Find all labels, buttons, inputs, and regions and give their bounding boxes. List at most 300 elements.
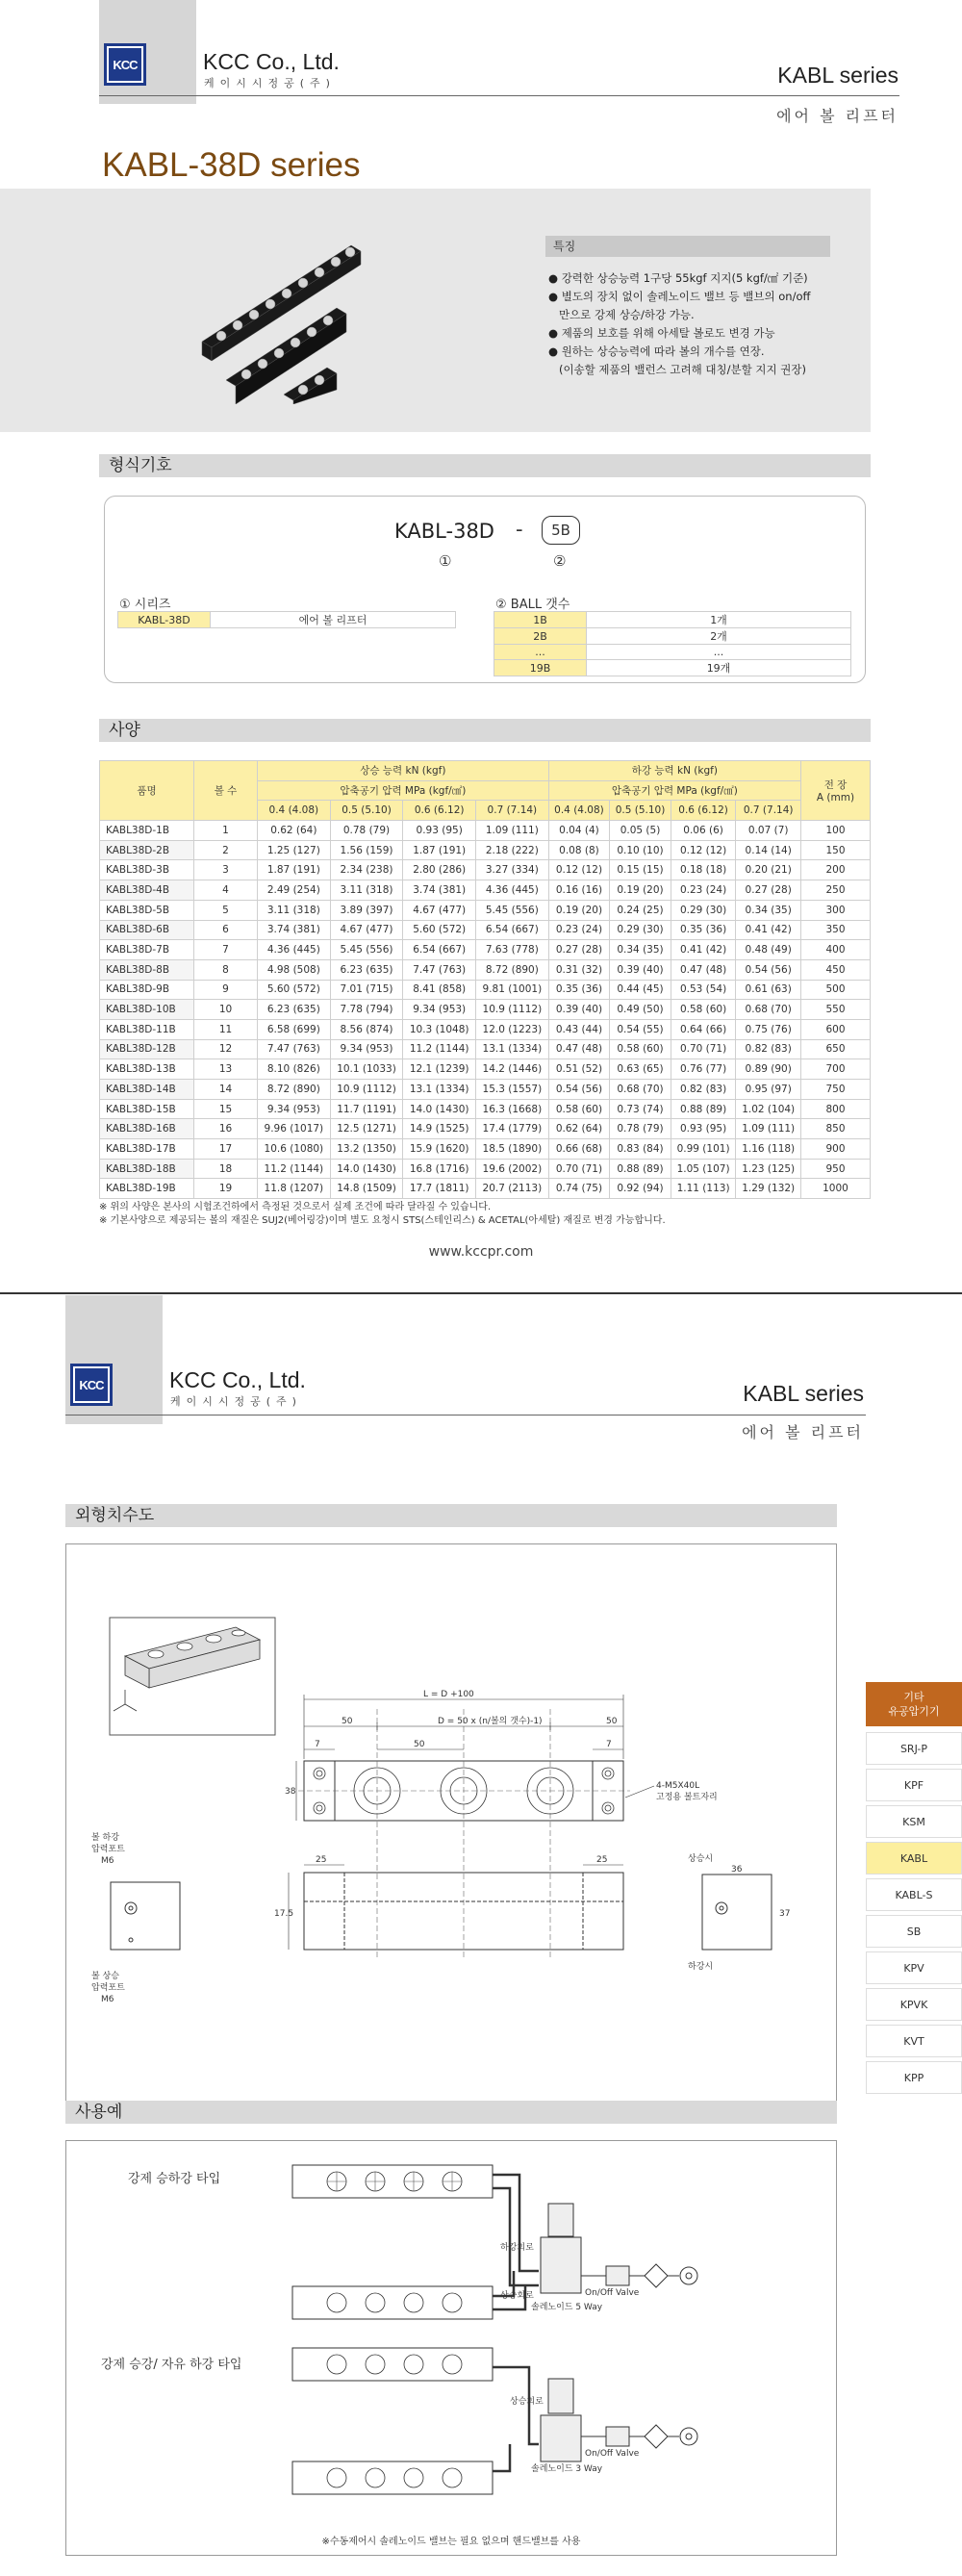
nav-item-kvt[interactable]: KVT <box>866 2025 962 2057</box>
spec-heading: 사양 <box>99 719 871 742</box>
dim-50b: 50 <box>606 1717 618 1726</box>
company-logo: KCC <box>70 1364 113 1406</box>
spec-cell: 12 <box>194 1039 258 1059</box>
spec-cell: 0.61 (63) <box>736 980 801 1000</box>
dim-25a: 25 <box>316 1855 327 1865</box>
spec-cell: 350 <box>801 920 871 940</box>
spec-row <box>100 980 871 1000</box>
spec-cell: 0.93 (95) <box>671 1119 736 1139</box>
spec-row <box>100 1139 871 1160</box>
spec-cell: 850 <box>801 1119 871 1139</box>
spec-model-cell: KABL38D-19B <box>100 1179 194 1199</box>
spec-cell: 14 <box>194 1080 258 1100</box>
label-sol-3way: 솔레노이드 3 Way <box>531 2464 603 2474</box>
side-nav-header: 기타 유공압기기 <box>866 1682 962 1726</box>
spec-cell: 3.74 (381) <box>403 880 476 901</box>
col-p3: 0.6 (6.12) <box>403 801 476 821</box>
spec-cell: 3 <box>194 860 258 880</box>
spec-cell: 0.12 (12) <box>548 860 610 880</box>
spec-cell: 10.9 (1112) <box>330 1080 403 1100</box>
spec-cell: 6.54 (667) <box>403 940 476 960</box>
spec-cell: 6 <box>194 920 258 940</box>
port-down-label: 볼 하강 <box>91 1833 119 1843</box>
page-title: KABL-38D series <box>102 146 361 184</box>
spec-model-cell: KABL38D-15B <box>100 1099 194 1119</box>
dim-total: L = D +100 <box>423 1690 474 1699</box>
spec-cell: 0.48 (49) <box>736 940 801 960</box>
mark-2: ② <box>553 552 567 570</box>
col-up: 상승 능력 kN (kgf) <box>258 761 549 781</box>
spec-cell: 12.5 (1271) <box>330 1119 403 1139</box>
spec-cell: 0.93 (95) <box>403 821 476 841</box>
col-model: 품명 <box>100 761 194 821</box>
spec-row <box>100 959 871 980</box>
side-down-label: 하강시 <box>688 1962 714 1972</box>
col-p2: 0.5 (5.10) <box>330 801 403 821</box>
spec-cell: 0.92 (94) <box>610 1179 671 1199</box>
spec-cell: 0.06 (6) <box>671 821 736 841</box>
dim-17-5: 17.5 <box>274 1909 294 1919</box>
spec-cell: 300 <box>801 900 871 920</box>
spec-cell: 5.45 (556) <box>476 900 549 920</box>
spec-cell: 3.27 (334) <box>476 860 549 880</box>
usage-heading: 사용예 <box>65 2101 837 2124</box>
spec-row <box>100 840 871 860</box>
spec-model-cell: KABL38D-1B <box>100 821 194 841</box>
spec-cell: 0.39 (40) <box>548 1000 610 1020</box>
spec-cell: 13.2 (1350) <box>330 1139 403 1160</box>
spec-model-cell: KABL38D-5B <box>100 900 194 920</box>
website-url[interactable]: www.kccpr.com <box>428 1244 534 1260</box>
usage-diagram <box>279 2155 779 2540</box>
spec-cell: 0.35 (36) <box>548 980 610 1000</box>
spec-cell: 0.78 (79) <box>330 821 403 841</box>
spec-cell: 650 <box>801 1039 871 1059</box>
model-code-text: KABL-38D <box>394 520 494 543</box>
spec-cell: 0.08 (8) <box>548 840 610 860</box>
spec-cell: 0.88 (89) <box>610 1159 671 1179</box>
mark-1: ① <box>439 552 452 570</box>
spec-cell: 900 <box>801 1139 871 1160</box>
nav-item-kpp[interactable]: KPP <box>866 2061 962 2094</box>
model-code-heading: 형식기호 <box>99 454 871 477</box>
series-table <box>117 611 456 628</box>
spec-cell: 1.09 (111) <box>476 821 549 841</box>
spec-cell: 4.36 (445) <box>258 940 331 960</box>
spec-cell: 15.9 (1620) <box>403 1139 476 1160</box>
spec-cell: 12.0 (1223) <box>476 1019 549 1039</box>
spec-cell: 4 <box>194 880 258 901</box>
spec-cell: 1.87 (191) <box>403 840 476 860</box>
spec-cell: 0.19 (20) <box>610 880 671 901</box>
spec-cell: 5 <box>194 900 258 920</box>
spec-cell: 15.3 (1557) <box>476 1080 549 1100</box>
spec-cell: 0.54 (56) <box>548 1080 610 1100</box>
col-pressure-down: 압축공기 압력 MPa (kgf/㎠) <box>548 780 800 801</box>
spec-model-cell: KABL38D-17B <box>100 1139 194 1160</box>
spec-cell: 0.15 (15) <box>610 860 671 880</box>
side-up-label: 상승시 <box>688 1854 714 1864</box>
port-down-label3: M6 <box>101 1856 114 1866</box>
spec-cell: 0.07 (7) <box>736 821 801 841</box>
spec-cell: 0.34 (35) <box>736 900 801 920</box>
dim-pitch: D = 50 x (n/볼의 갯수)-1) <box>438 1717 543 1726</box>
spec-cell: 0.49 (50) <box>610 1000 671 1020</box>
spec-cell: 11.8 (1207) <box>258 1179 331 1199</box>
spec-cell: 2.34 (238) <box>330 860 403 880</box>
spec-cell: 1000 <box>801 1179 871 1199</box>
spec-cell: 11.2 (1144) <box>403 1039 476 1059</box>
feature-item: ● 원하는 상승능력에 따라 볼의 개수를 연장. <box>548 344 765 358</box>
spec-cell: 8.56 (874) <box>330 1019 403 1039</box>
spec-cell: 1.29 (132) <box>736 1179 801 1199</box>
col-length: 전 장 A (mm) <box>801 761 871 821</box>
spec-cell: 0.82 (83) <box>671 1080 736 1100</box>
spec-cell: 17 <box>194 1139 258 1160</box>
label-down-circuit: 하강회로 <box>500 2243 534 2253</box>
spec-cell: 0.68 (70) <box>736 1000 801 1020</box>
spec-cell: 0.58 (60) <box>548 1099 610 1119</box>
spec-cell: 15 <box>194 1099 258 1119</box>
spec-cell: 1.56 (159) <box>330 840 403 860</box>
spec-cell: 0.62 (64) <box>258 821 331 841</box>
company-sub: 케이시시정공(주) <box>204 77 336 89</box>
label-up-circuit: 상승회로 <box>500 2291 534 2301</box>
nav-item-kpv[interactable]: KPV <box>866 1951 962 1984</box>
spec-notes <box>99 1201 666 1228</box>
spec-cell: 0.64 (66) <box>671 1019 736 1039</box>
spec-cell: 11 <box>194 1019 258 1039</box>
spec-cell: 5.60 (572) <box>258 980 331 1000</box>
col-p4: 0.7 (7.14) <box>736 801 801 821</box>
spec-cell: 0.54 (55) <box>610 1019 671 1039</box>
spec-cell: 1.23 (125) <box>736 1159 801 1179</box>
spec-cell: 0.70 (71) <box>671 1039 736 1059</box>
dim-7b: 7 <box>606 1740 612 1749</box>
nav-item-ksm[interactable]: KSM <box>866 1805 962 1838</box>
spec-cell: 0.10 (10) <box>610 840 671 860</box>
spec-cell: 250 <box>801 880 871 901</box>
spec-cell: 8.72 (890) <box>476 959 549 980</box>
spec-cell: 0.63 (65) <box>610 1059 671 1080</box>
spec-cell: 14.0 (1430) <box>330 1159 403 1179</box>
spec-cell: 0.70 (71) <box>548 1159 610 1179</box>
spec-cell: 9.96 (1017) <box>258 1119 331 1139</box>
spec-cell: 0.16 (16) <box>548 880 610 901</box>
dim-37: 37 <box>779 1909 791 1919</box>
spec-cell: 0.24 (25) <box>610 900 671 920</box>
spec-cell: 19.6 (2002) <box>476 1159 549 1179</box>
spec-model-cell: KABL38D-7B <box>100 940 194 960</box>
spec-cell: 0.51 (52) <box>548 1059 610 1080</box>
spec-cell: 150 <box>801 840 871 860</box>
company-name: KCC Co., Ltd. <box>169 1367 306 1392</box>
spec-cell: 0.29 (30) <box>610 920 671 940</box>
spec-cell: 18.5 (1890) <box>476 1139 549 1160</box>
spec-row <box>100 1000 871 1020</box>
spec-cell: 7 <box>194 940 258 960</box>
spec-model-cell: KABL38D-10B <box>100 1000 194 1020</box>
spec-cell: 0.76 (77) <box>671 1059 736 1080</box>
spec-model-cell: KABL38D-11B <box>100 1019 194 1039</box>
feature-item: (이송할 제품의 밸런스 고려해 대칭/분할 지지 권장) <box>548 363 806 376</box>
spec-cell: 3.74 (381) <box>258 920 331 940</box>
spec-cell: 500 <box>801 980 871 1000</box>
spec-cell: 0.73 (74) <box>610 1099 671 1119</box>
spec-cell: 14.8 (1509) <box>330 1179 403 1199</box>
spec-cell: 16.8 (1716) <box>403 1159 476 1179</box>
features-heading: 특징 <box>545 236 830 257</box>
port-up-label2: 압력포트 <box>91 1983 125 1993</box>
spec-row <box>100 900 871 920</box>
spec-cell: 700 <box>801 1059 871 1080</box>
spec-cell: 0.27 (28) <box>736 880 801 901</box>
spec-cell: 7.01 (715) <box>330 980 403 1000</box>
ball-count-cell: ... <box>587 645 851 660</box>
dim-50a: 50 <box>342 1717 353 1726</box>
spec-cell: 0.43 (44) <box>548 1019 610 1039</box>
spec-cell: 0.05 (5) <box>610 821 671 841</box>
spec-cell: 1.05 (107) <box>671 1159 736 1179</box>
spec-cell: 550 <box>801 1000 871 1020</box>
spec-cell: 0.89 (90) <box>736 1059 801 1080</box>
spec-cell: 3.11 (318) <box>258 900 331 920</box>
spec-cell: 7.47 (763) <box>403 959 476 980</box>
spec-cell: 0.99 (101) <box>671 1139 736 1160</box>
company-logo: KCC <box>104 43 146 86</box>
spec-cell: 200 <box>801 860 871 880</box>
spec-note: ※ 기본사양으로 제공되는 볼의 재질은 SUJ2(베어링강)이며 별도 요청시 STS(스테인리스) & ACETAL(아세탈) 재질로 변경 가능합니다. <box>99 1215 666 1226</box>
spec-cell: 0.18 (18) <box>671 860 736 880</box>
col-balls: 볼 수 <box>194 761 258 821</box>
col-p3: 0.6 (6.12) <box>671 801 736 821</box>
feature-item: ● 강력한 상승능력 1구당 55kgf 지지(5 kgf/㎠ 기준) <box>548 271 808 285</box>
ball-table <box>494 611 851 676</box>
ball-code-cell: ... <box>494 645 587 660</box>
nav-item-sb[interactable]: SB <box>866 1915 962 1948</box>
spec-row <box>100 1159 871 1179</box>
spec-cell: 0.47 (48) <box>548 1039 610 1059</box>
label-onoff-valve-2: On/Off Valve <box>585 2449 640 2459</box>
spec-cell: 0.47 (48) <box>671 959 736 980</box>
spec-cell: 1.02 (104) <box>736 1099 801 1119</box>
nav-item-kpf[interactable]: KPF <box>866 1769 962 1801</box>
ball-code-cell: 1B <box>494 612 587 628</box>
spec-cell: 17.4 (1779) <box>476 1119 549 1139</box>
spec-cell: 0.41 (42) <box>736 920 801 940</box>
spec-cell: 9.34 (953) <box>330 1039 403 1059</box>
spec-cell: 7.63 (778) <box>476 940 549 960</box>
spec-cell: 0.34 (35) <box>610 940 671 960</box>
spec-row <box>100 1059 871 1080</box>
company-name: KCC Co., Ltd. <box>203 49 340 74</box>
spec-cell: 0.58 (60) <box>610 1039 671 1059</box>
ball-code-cell: 2B <box>494 628 587 645</box>
spec-cell: 0.62 (64) <box>548 1119 610 1139</box>
bolt-spec: 4-M5X40L <box>656 1781 700 1791</box>
spec-model-cell: KABL38D-9B <box>100 980 194 1000</box>
col-p1: 0.4 (4.08) <box>548 801 610 821</box>
spec-cell: 0.66 (68) <box>548 1139 610 1160</box>
nav-item-kpvk[interactable]: KPVK <box>866 1988 962 2021</box>
series-desc-cell: 에어 볼 리프터 <box>211 612 456 628</box>
spec-cell: 0.19 (20) <box>548 900 610 920</box>
usage-note: ※수동제어시 솔레노이드 밸브는 필요 없으며 핸드밸브를 사용 <box>321 2537 581 2547</box>
port-down-label2: 압력포트 <box>91 1845 125 1854</box>
dim-38: 38 <box>285 1787 296 1797</box>
col-p1: 0.4 (4.08) <box>258 801 331 821</box>
spec-cell: 1.87 (191) <box>258 860 331 880</box>
ball-count-cell: 1개 <box>587 612 851 628</box>
spec-cell: 2.49 (254) <box>258 880 331 901</box>
spec-cell: 0.35 (36) <box>671 920 736 940</box>
ball-count-cell: 2개 <box>587 628 851 645</box>
spec-cell: 9 <box>194 980 258 1000</box>
spec-row <box>100 920 871 940</box>
spec-cell: 4.98 (508) <box>258 959 331 980</box>
spec-row <box>100 1019 871 1039</box>
port-up-label: 볼 상승 <box>91 1972 119 1981</box>
spec-row <box>100 860 871 880</box>
spec-cell: 10.3 (1048) <box>403 1019 476 1039</box>
usage-case-1: 강제 승하강 타입 <box>128 2172 221 2186</box>
spec-model-cell: KABL38D-12B <box>100 1039 194 1059</box>
spec-row <box>100 1080 871 1100</box>
spec-cell: 1.25 (127) <box>258 840 331 860</box>
spec-row <box>100 821 871 841</box>
spec-cell: 950 <box>801 1159 871 1179</box>
label-sol-5way: 솔레노이드 5 Way <box>531 2303 603 2312</box>
spec-cell: 0.04 (4) <box>548 821 610 841</box>
nav-item-kabl-s[interactable]: KABL-S <box>866 1878 962 1911</box>
label-up-circuit-2: 상승회로 <box>510 2397 544 2407</box>
series-sub: 에어 볼 리프터 <box>742 1423 864 1441</box>
spec-cell: 8.10 (826) <box>258 1059 331 1080</box>
features-list <box>548 269 856 379</box>
spec-cell: 0.58 (60) <box>671 1000 736 1020</box>
spec-cell: 2 <box>194 840 258 860</box>
spec-model-cell: KABL38D-18B <box>100 1159 194 1179</box>
header-divider <box>65 1415 866 1416</box>
spec-row <box>100 1179 871 1199</box>
spec-cell: 1.16 (118) <box>736 1139 801 1160</box>
spec-cell: 10.9 (1112) <box>476 1000 549 1020</box>
spec-cell: 4.67 (477) <box>330 920 403 940</box>
company-sub: 케이시시정공(주) <box>170 1395 302 1408</box>
spec-cell: 3.11 (318) <box>330 880 403 901</box>
series-name: KABL series <box>743 1381 864 1406</box>
spec-cell: 0.41 (42) <box>671 940 736 960</box>
spec-cell: 7.47 (763) <box>258 1039 331 1059</box>
dim-7a: 7 <box>315 1740 320 1749</box>
spec-cell: 16 <box>194 1119 258 1139</box>
spec-row <box>100 940 871 960</box>
spec-cell: 1 <box>194 821 258 841</box>
ball-label: ② BALL 갯수 <box>495 598 570 612</box>
spec-cell: 0.31 (32) <box>548 959 610 980</box>
spec-cell: 13.1 (1334) <box>403 1080 476 1100</box>
nav-item-kabl[interactable]: KABL <box>866 1842 962 1875</box>
feature-item: ● 제품의 보호를 위해 아세탈 볼로도 변경 가능 <box>548 326 775 340</box>
spec-cell: 0.53 (54) <box>671 980 736 1000</box>
spec-cell: 16.3 (1668) <box>476 1099 549 1119</box>
col-p4: 0.7 (7.14) <box>476 801 549 821</box>
series-sub: 에어 볼 리프터 <box>776 107 899 125</box>
spec-cell: 8 <box>194 959 258 980</box>
spec-cell: 400 <box>801 940 871 960</box>
spec-cell: 13.1 (1334) <box>476 1039 549 1059</box>
spec-cell: 5.45 (556) <box>330 940 403 960</box>
spec-table <box>99 760 871 1199</box>
spec-cell: 0.83 (84) <box>610 1139 671 1160</box>
series-code-cell: KABL-38D <box>118 612 211 628</box>
spec-cell: 6.23 (635) <box>258 1000 331 1020</box>
spec-cell: 600 <box>801 1019 871 1039</box>
spec-cell: 6.54 (667) <box>476 920 549 940</box>
spec-cell: 9.81 (1001) <box>476 980 549 1000</box>
spec-model-cell: KABL38D-13B <box>100 1059 194 1080</box>
col-down: 하강 능력 kN (kgf) <box>548 761 800 781</box>
spec-row <box>100 1099 871 1119</box>
spec-cell: 5.60 (572) <box>403 920 476 940</box>
spec-note: ※ 위의 사양은 본사의 시험조건하에서 측정된 것으로서 실제 조건에 따라 달라질 수 있습니다. <box>99 1202 492 1212</box>
spec-model-cell: KABL38D-14B <box>100 1080 194 1100</box>
dim-36: 36 <box>731 1865 743 1875</box>
spec-model-cell: KABL38D-3B <box>100 860 194 880</box>
ball-code-cell: 19B <box>494 660 587 676</box>
spec-row <box>100 1039 871 1059</box>
spec-cell: 2.18 (222) <box>476 840 549 860</box>
spec-cell: 800 <box>801 1099 871 1119</box>
spec-cell: 18 <box>194 1159 258 1179</box>
spec-cell: 0.23 (24) <box>671 880 736 901</box>
spec-cell: 8.41 (858) <box>403 980 476 1000</box>
spec-cell: 0.29 (30) <box>671 900 736 920</box>
spec-cell: 0.44 (45) <box>610 980 671 1000</box>
spec-cell: 1.11 (113) <box>671 1179 736 1199</box>
spec-cell: 9.34 (953) <box>258 1099 331 1119</box>
spec-cell: 0.68 (70) <box>610 1080 671 1100</box>
dim-50c: 50 <box>414 1740 425 1749</box>
spec-cell: 0.14 (14) <box>736 840 801 860</box>
series-label: ① 시리즈 <box>119 598 171 612</box>
nav-item-srj-p[interactable]: SRJ-P <box>866 1732 962 1765</box>
label-onoff-valve: On/Off Valve <box>585 2288 640 2298</box>
spec-cell: 14.2 (1446) <box>476 1059 549 1080</box>
series-name: KABL series <box>777 63 899 88</box>
spec-cell: 0.75 (76) <box>736 1019 801 1039</box>
model-code-dash: - <box>516 518 523 541</box>
page-separator <box>0 1292 962 1294</box>
feature-item: 만으로 강제 상승/하강 가능. <box>548 308 695 321</box>
spec-cell: 8.72 (890) <box>258 1080 331 1100</box>
dimension-heading: 외형치수도 <box>65 1504 837 1527</box>
spec-row <box>100 880 871 901</box>
header-divider <box>99 95 899 96</box>
spec-cell: 0.74 (75) <box>548 1179 610 1199</box>
spec-cell: 19 <box>194 1179 258 1199</box>
spec-cell: 0.82 (83) <box>736 1039 801 1059</box>
spec-cell: 0.27 (28) <box>548 940 610 960</box>
spec-cell: 0.78 (79) <box>610 1119 671 1139</box>
spec-model-cell: KABL38D-16B <box>100 1119 194 1139</box>
spec-cell: 13 <box>194 1059 258 1080</box>
side-nav <box>866 1682 962 2094</box>
col-p2: 0.5 (5.10) <box>610 801 671 821</box>
spec-row <box>100 1119 871 1139</box>
spec-model-cell: KABL38D-6B <box>100 920 194 940</box>
spec-cell: 0.88 (89) <box>671 1099 736 1119</box>
